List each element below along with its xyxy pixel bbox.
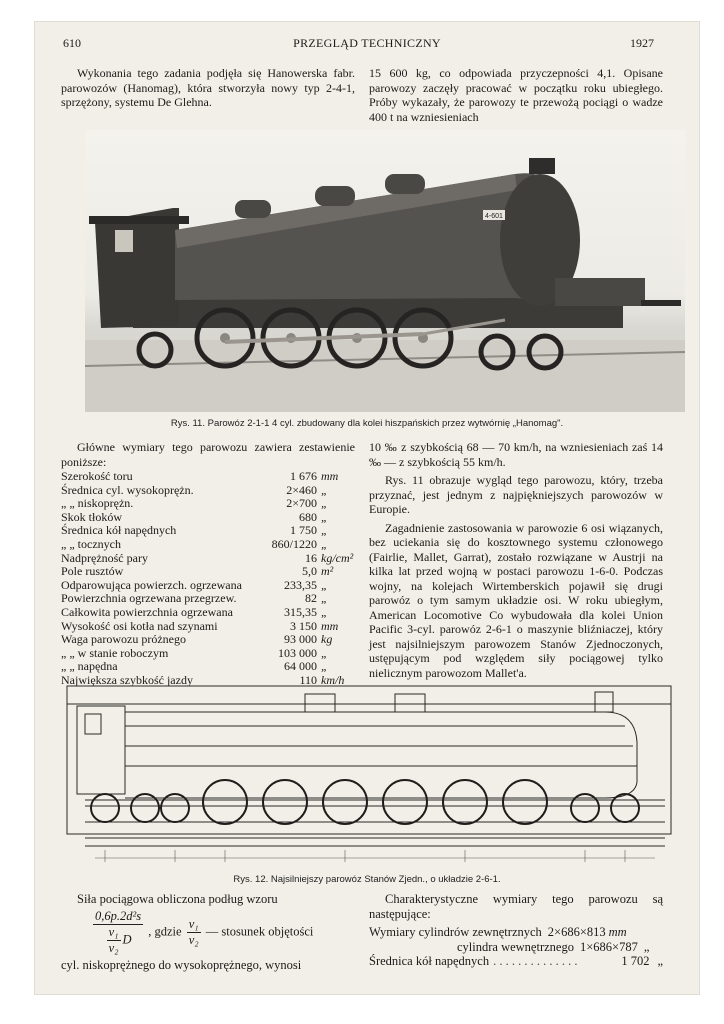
bottom-right-row-1 (369, 925, 663, 940)
spec-label: Skok tłoków (61, 509, 123, 524)
spec-unit: mm (321, 618, 339, 633)
spec-value: 2×700 (286, 496, 317, 511)
formula-ratio-v1: v₁ (188, 917, 199, 931)
bottom-right-row-3 (369, 954, 663, 969)
spec-label: Szerokość toru (61, 469, 133, 483)
page-number: 610 (63, 36, 81, 50)
number-plate: 4-601 (485, 213, 503, 220)
spec-row (61, 552, 355, 566)
row1-unit: mm (608, 925, 627, 939)
spec-label: Całkowita powierzchnia ogrzewana (61, 604, 233, 619)
formula-line (91, 909, 355, 956)
spec-label: Powierzchnia ogrzewana przegrzew. (61, 591, 237, 606)
intro-left-text: Wykonania tego zadania podjęła się Hanowerska fabr. parowozów (Hanomag), która stworzyła nowy typ 2-4-1, sprzężony, systemu De Glehna. (61, 66, 355, 109)
spec-row (61, 511, 355, 525)
bottom-right-intro: Charakterystyczne wymiary tego parowozu są następujące: (369, 892, 663, 921)
spec-label: „ „ niskoprężn. (61, 496, 134, 511)
spec-label: Średnica kół napędnych (61, 523, 177, 538)
right-para-1: 10 ‰ z szybkością 68 — 70 km/h, na wzniesieniach zaś 14 ‰ — z szybkością 55 km/h. (369, 440, 663, 469)
formula-gdzie: , gdzie (148, 924, 182, 939)
spec-unit: „ (321, 659, 328, 674)
formula-tail: cyl. niskoprężnego do wysokoprężnego, wynosi (61, 958, 302, 972)
spec-value: 315,35 (284, 604, 317, 619)
row3-unit: „ (657, 954, 663, 968)
spec-row (61, 592, 355, 606)
journal-page (35, 22, 699, 994)
spec-row (61, 633, 355, 647)
bottom-right (369, 892, 663, 969)
spec-unit: „ (321, 496, 328, 511)
right-para-3: Zagadnienie zastosowania w parowozie 6 osi wiązanych, bez uciekania się do kosztownego systemu członowego (Fairlie, Mallet, Garrat), zostało rozwiązane w Austrji na kilka lat przed wojną w postaci parowozu 1-6-0. Podczas wojny, na kolejach Wirtemberskich pojawił się drugi parowóz o tym samym układzie osi. W roku ubiegłym, American Locomotive Co wybudowała dla kolei Union Pacific 3-cyl. parowóz 2-6-1 o maszynie bliźniaczej, który jest najsilniejszym parowozem Stanów Zjednoczonych, ustępującym pod względem siły pociągowej tylko nielicznym parowozom Mallet'a. (369, 520, 663, 680)
year: 1927 (630, 36, 654, 50)
formula-block (61, 892, 355, 973)
spec-label: Nadprężność pary (61, 550, 148, 565)
spec-value: 1 750 (290, 523, 317, 538)
spec-unit: „ (321, 645, 328, 660)
row3-value: 1 702 (621, 954, 650, 968)
spec-label: Pole rusztów (61, 564, 124, 579)
spec-unit: kg (321, 632, 333, 647)
spec-row (61, 579, 355, 593)
spec-row (61, 647, 355, 661)
intro-right-text: 15 600 kg, co odpowiada przyczepności 4,1. Opisane parowozy zaczęły pracować w początku roku ubiegłego. Próby wykazały, że parowozy te przewożą pociągi o wadze 400 t na wzniesieniach (369, 66, 663, 124)
figure-11-caption: Rys. 11. Parowóz 2-1-1 4 cyl. zbudowany dla kolei hiszpańskich przez wytwórnię „Hanomag". (170, 418, 564, 429)
locomotive-drawing (65, 682, 677, 872)
row3-dots: . . . . . . . . . . . . . . (493, 954, 578, 968)
spec-value: 93 000 (284, 632, 317, 647)
locomotive-line-drawing (65, 682, 677, 872)
spec-row (61, 470, 355, 484)
spec-label: Średnica cyl. wysokoprężn. (61, 482, 194, 497)
spec-value: 103 000 (278, 645, 317, 660)
spec-unit: m² (321, 564, 334, 579)
spec-unit: „ (321, 577, 328, 592)
spec-unit: km/h (321, 672, 345, 687)
spec-value: 64 000 (284, 659, 317, 674)
spec-unit: „ (321, 591, 328, 606)
intro-right (369, 66, 663, 128)
spec-row (61, 620, 355, 634)
spec-unit: „ (321, 482, 328, 497)
spec-unit: „ (321, 536, 328, 551)
spec-row (61, 565, 355, 579)
row1-value: 2×686×813 (547, 925, 606, 939)
formula-v2: v₂ (108, 941, 119, 955)
spec-unit: „ (321, 523, 328, 538)
intro-left (61, 66, 355, 114)
spec-unit: „ (321, 509, 328, 524)
row2-value: 1×686×787 (579, 939, 638, 954)
spec-unit: mm (321, 469, 339, 483)
spec-unit: „ (321, 604, 328, 619)
right-column (369, 440, 663, 684)
row1-label: Wymiary cylindrów zewnętrznych (369, 925, 542, 939)
right-para-2: Rys. 11 obrazuje wygląd tego parowozu, który, trzeba przyznać, jest jednym z najpiękniejszych parowozów w Europie. (369, 473, 663, 516)
specs-intro-text: Główne wymiary tego parowozu zawiera zestawienie poniższe: (61, 440, 355, 469)
formula-denominator (93, 925, 143, 956)
spec-label: Odparowująca powierzch. ogrzewana (61, 577, 242, 592)
formula-ratio (187, 917, 201, 948)
spec-value: 82 (305, 591, 317, 606)
figure-12-caption: Rys. 12. Najsilniejszy parowóz Stanów Zjedn., o układzie 2-6-1. (233, 874, 501, 885)
spec-value: 860/1220 (271, 536, 317, 551)
row2-unit: „ (643, 939, 650, 954)
formula-ratio-v2: v₂ (188, 933, 199, 947)
formula-numerator: 0,6p.2d²s (95, 909, 142, 923)
spec-label: „ „ tocznych (61, 536, 121, 551)
spec-unit: kg/cm² (321, 550, 354, 565)
formula-v1: v₁ (108, 925, 119, 939)
formula-d: D (122, 932, 132, 947)
spec-label: „ „ w stanie roboczym (61, 645, 169, 660)
journal-title: PRZEGLĄD TECHNICZNY (293, 36, 441, 50)
spec-row (61, 660, 355, 674)
spec-row (61, 497, 355, 511)
spec-value: 5,0 (302, 564, 317, 579)
spec-label: Wysokość osi kotła nad szynami (61, 618, 218, 633)
spec-value: 110 (299, 672, 317, 687)
spec-value: 16 (305, 550, 317, 565)
spec-value: 233,35 (284, 577, 317, 592)
locomotive-photo (85, 130, 685, 412)
bottom-right-row-2 (369, 940, 663, 955)
specs-table (61, 470, 355, 688)
row3-label: Średnica kół napędnych (369, 954, 490, 968)
spec-label: „ „ napędna (61, 659, 118, 674)
locomotive-illustration (85, 130, 685, 412)
spec-label: Waga parowozu próżnego (61, 632, 186, 647)
formula-ratio-inline (107, 925, 121, 956)
formula-main-fraction (93, 909, 143, 956)
spec-row (61, 606, 355, 620)
spec-row (61, 484, 355, 498)
formula-rest: — stosunek objętości (205, 924, 314, 939)
spec-value: 2×460 (286, 482, 317, 497)
spec-label: Największa szybkość jazdy (61, 672, 193, 687)
formula-intro: Siła pociągowa obliczona podług wzoru (77, 892, 278, 906)
spec-row (61, 524, 355, 538)
spec-value: 680 (299, 509, 317, 524)
spec-row (61, 538, 355, 552)
row2-label: cylindra wewnętrznego (457, 939, 574, 954)
spec-value: 3 150 (290, 618, 317, 633)
spec-value: 1 676 (290, 469, 317, 483)
